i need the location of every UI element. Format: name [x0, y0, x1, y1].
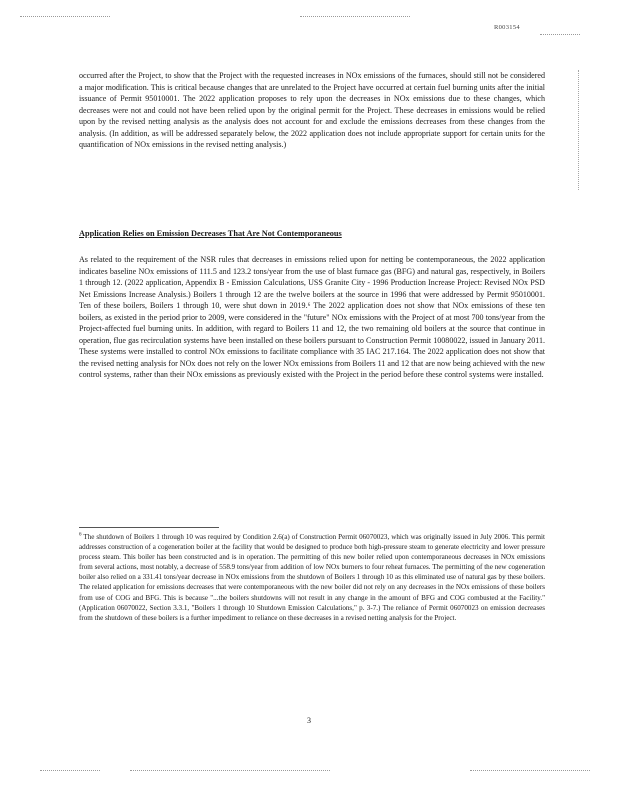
- footnote-marker: 6: [79, 532, 82, 538]
- footnote: [79, 532, 545, 623]
- scan-artifact-bottom-right: [470, 770, 590, 771]
- body-paragraph-2: As related to the requirement of the NSR rules that decreases in emissions relied upon for netting be contemporaneous, the 2022 application indicates baseline NOx emissions of 111.5 and 123.2 tons/year from the use of blast furnace gas (BFG) and natural gas, respectively, in Boilers 1 through 12. (2022 application, Appendix B - Emission Calculations, USS Granite City - 1996 Production Increase Project: Revised NOx PSD Net Emissions Increase Analysis.) Boilers 1 through 12 are the twelve boilers at the source in 1996 that were addressed by Permit 95010001. Ten of these boilers, Boilers 1 through 10, were shut down in 2019.⁶ The 2022 application does not show that NOx emissions of these ten boilers, as existed in the period prior to 2009, were considered in the "future" NOx emissions with the Project of at most 700 tons/year from the Project-affected fuel burning units. In addition, with regard to Boilers 11 and 12, the two remaining old boilers at the source that continue in operation, flue gas recirculation systems have been installed on these boilers pursuant to Construction Permit 10080022, issued in January 2011. These systems were installed to control NOx emissions to facilitate compliance with 35 IAC 217.164. The 2022 application does not show that the revised netting analysis for NOx does not rely on the lower NOx emissions from Boilers 11 and 12 that are now being achieved with the new control systems, rather than their NOx emissions as previously existed with the Project in the period before these control systems were installed.: [79, 255, 545, 380]
- scan-artifact-bottom-left: [40, 770, 100, 771]
- scan-artifact-top-right: [540, 34, 580, 35]
- section-heading: Application Relies on Emission Decreases That Are Not Contemporaneous: [79, 229, 342, 238]
- scan-artifact-right-edge: [578, 70, 579, 190]
- scan-artifact-bottom-center: [130, 770, 330, 771]
- scan-artifact-top-left: [20, 16, 110, 17]
- bates-number: R003154: [494, 24, 520, 31]
- scan-artifact-top-center: [300, 16, 410, 17]
- footnote-separator: [79, 527, 219, 528]
- body-paragraph-1: occurred after the Project, to show that the Project with the requested increases in NOx emissions of the furnaces, should still not be considered a major modification. This is critical because changes that are unrelated to the Project have occurred at certain fuel burning units after the initial issuance of Permit 95010001. The 2022 application proposes to rely upon the decreases in NOx emissions due to these changes, which decreases were not and could not have been relied upon by the original permit for the Project. These decreases in emissions would be relied upon by the revised netting analysis as the analysis does not account for and exclude the emissions decreases from these changes from the analysis. (In addition, as will be addressed separately below, the 2022 application does not include appropriate support for certain units for the quantification of NOx emissions in the revised netting analysis.): [79, 71, 545, 150]
- footnote-text: The shutdown of Boilers 1 through 10 was required by Condition 2.6(a) of Construction Permit 06070023, which was originally issued in July 2006. This permit addresses construction of a cogeneration boiler at the facility that would be designed to produce both high-pressure steam to generate electricity and lower pressure process steam. This boiler has been constructed and is in operation. The permitting of this new boiler relied upon contemporaneous decreases in NOx emissions from several actions, most notably, a decrease of 558.9 tons/year from addition of low NOx burners to four reheat furnaces. The permitting of the new cogeneration boiler also relied on a 331.41 tons/year decrease in NOx emissions from the shutdown of Boilers 1 through 10 as this eliminated use of natural gas by these boilers. The related application for emissions decreases that were contemporaneous with the new boiler did not rely on any decreases in the NOx emissions of these boilers from use of COG and BFG. This is because "...the boilers shutdowns will not result in any change in the amount of BFG and COG combusted at the Facility." (Application 06070022, Section 3.3.1, "Boilers 1 through 10 Shutdown Emission Calculations," p. 3-7.) The reliance of Permit 06070023 on emission decreases from the shutdown of these boilers is a further impediment to reliance on these decreases in a revised netting analysis for the Project.: [79, 533, 545, 622]
- page-number: 3: [307, 716, 311, 725]
